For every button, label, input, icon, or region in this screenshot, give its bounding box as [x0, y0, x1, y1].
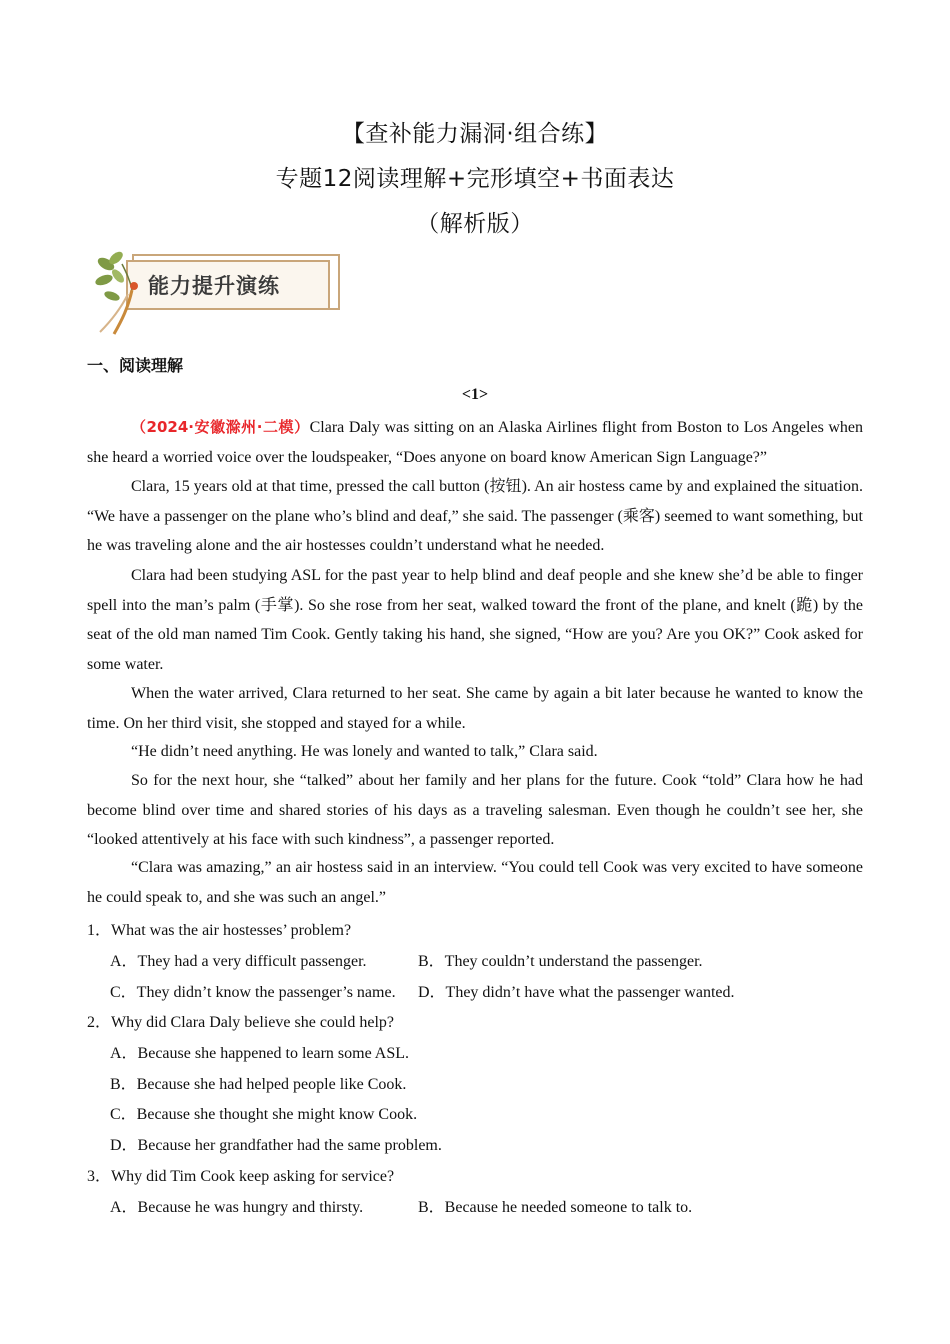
section-banner — [92, 250, 342, 336]
question-3-stem: 3．Why did Tim Cook keep asking for service? — [87, 1168, 395, 1185]
question-1-option-b[interactable]: B．They couldn’t understand the passenger. — [418, 953, 703, 970]
question-1-stem: 1．What was the air hostesses’ problem? — [87, 922, 352, 939]
passage-paragraph-3: Clara had been studying ASL for the past year to help blind and deaf people and she knew she’d be able to finger spell into the man’s palm (手掌). So she rose from her seat, walked toward the front of the plane, and knelt (跪) by the seat of the old man named Tim Cook. Gently taking his hand, she signed, “How are you? Are you OK?” Cook asked for some water. — [87, 567, 863, 673]
document-subtitle: 专题12阅读理解+完形填空+书面表达 — [275, 166, 675, 192]
question-2-option-c[interactable]: C．Because she thought she might know Cook. — [110, 1106, 418, 1123]
passage-paragraph-6: So for the next hour, she “talked” about her family and her plans for the future. Cook “told” Clara how he had become blind over time and shared stories of his days as a traveling salesman. Even though he couldn’t see her, she “looked attentively at his face with such kindness”, a passenger reported. — [87, 772, 863, 848]
banner-label: 能力提升演练 — [148, 274, 280, 298]
passage-number: <1> — [461, 386, 489, 403]
question-1-option-d[interactable]: D．They didn’t have what the passenger wanted. — [418, 984, 735, 1001]
passage-paragraph-4: When the water arrived, Clara returned to her seat. She came by again a bit later because he wanted to know the time. On her third visit, she stopped and stayed for a while. — [87, 685, 863, 732]
question-2-stem: 2．Why did Clara Daly believe she could help? — [87, 1014, 395, 1031]
document-title: 【查补能力漏洞·组合练】 — [341, 121, 609, 147]
passage-paragraph-7: “Clara was amazing,” an air hostess said in an interview. “You could tell Cook was very excited to have someone he could speak to, and she was such an angel.” — [87, 859, 863, 906]
question-2-option-d[interactable]: D．Because her grandfather had the same problem. — [110, 1137, 442, 1154]
question-3-option-a[interactable]: A．Because he was hungry and thirsty. — [110, 1199, 364, 1216]
ginseng-leaf-icon — [92, 250, 152, 336]
source-tag: （2024·安徽滁州·二模） — [131, 418, 310, 436]
passage-paragraph-2: Clara, 15 years old at that time, pressed the call button (按钮). An air hostess came by and explained the situation. “We have a passenger on the plane who’s blind and deaf,” she said. The passenger (乘客) seemed to want something, but he was traveling alone and the air hostesses couldn’t understand what he needed. — [87, 478, 863, 554]
paragraph-text: Clara Daly was sitting on an Alaska Airlines flight from Boston to Los Angeles when she heard a worried voice over the loudspeaker, “Does anyone on board know American Sign Language?” — [87, 419, 863, 466]
question-3-option-b[interactable]: B．Because he needed someone to talk to. — [418, 1199, 693, 1216]
passage-paragraph-5: “He didn’t need anything. He was lonely and wanted to talk,” Clara said. — [131, 743, 598, 760]
question-1-option-c[interactable]: C．They didn’t know the passenger’s name. — [110, 984, 396, 1001]
passage-paragraph-1 — [87, 413, 863, 472]
question-1-option-a[interactable]: A．They had a very difficult passenger. — [110, 953, 367, 970]
question-2-option-a[interactable]: A．Because she happened to learn some ASL. — [110, 1045, 410, 1062]
document-edition-label: （解析版） — [416, 211, 534, 237]
section-heading: 一、阅读理解 — [87, 356, 184, 375]
question-2-option-b[interactable]: B．Because she had helped people like Cook. — [110, 1076, 407, 1093]
